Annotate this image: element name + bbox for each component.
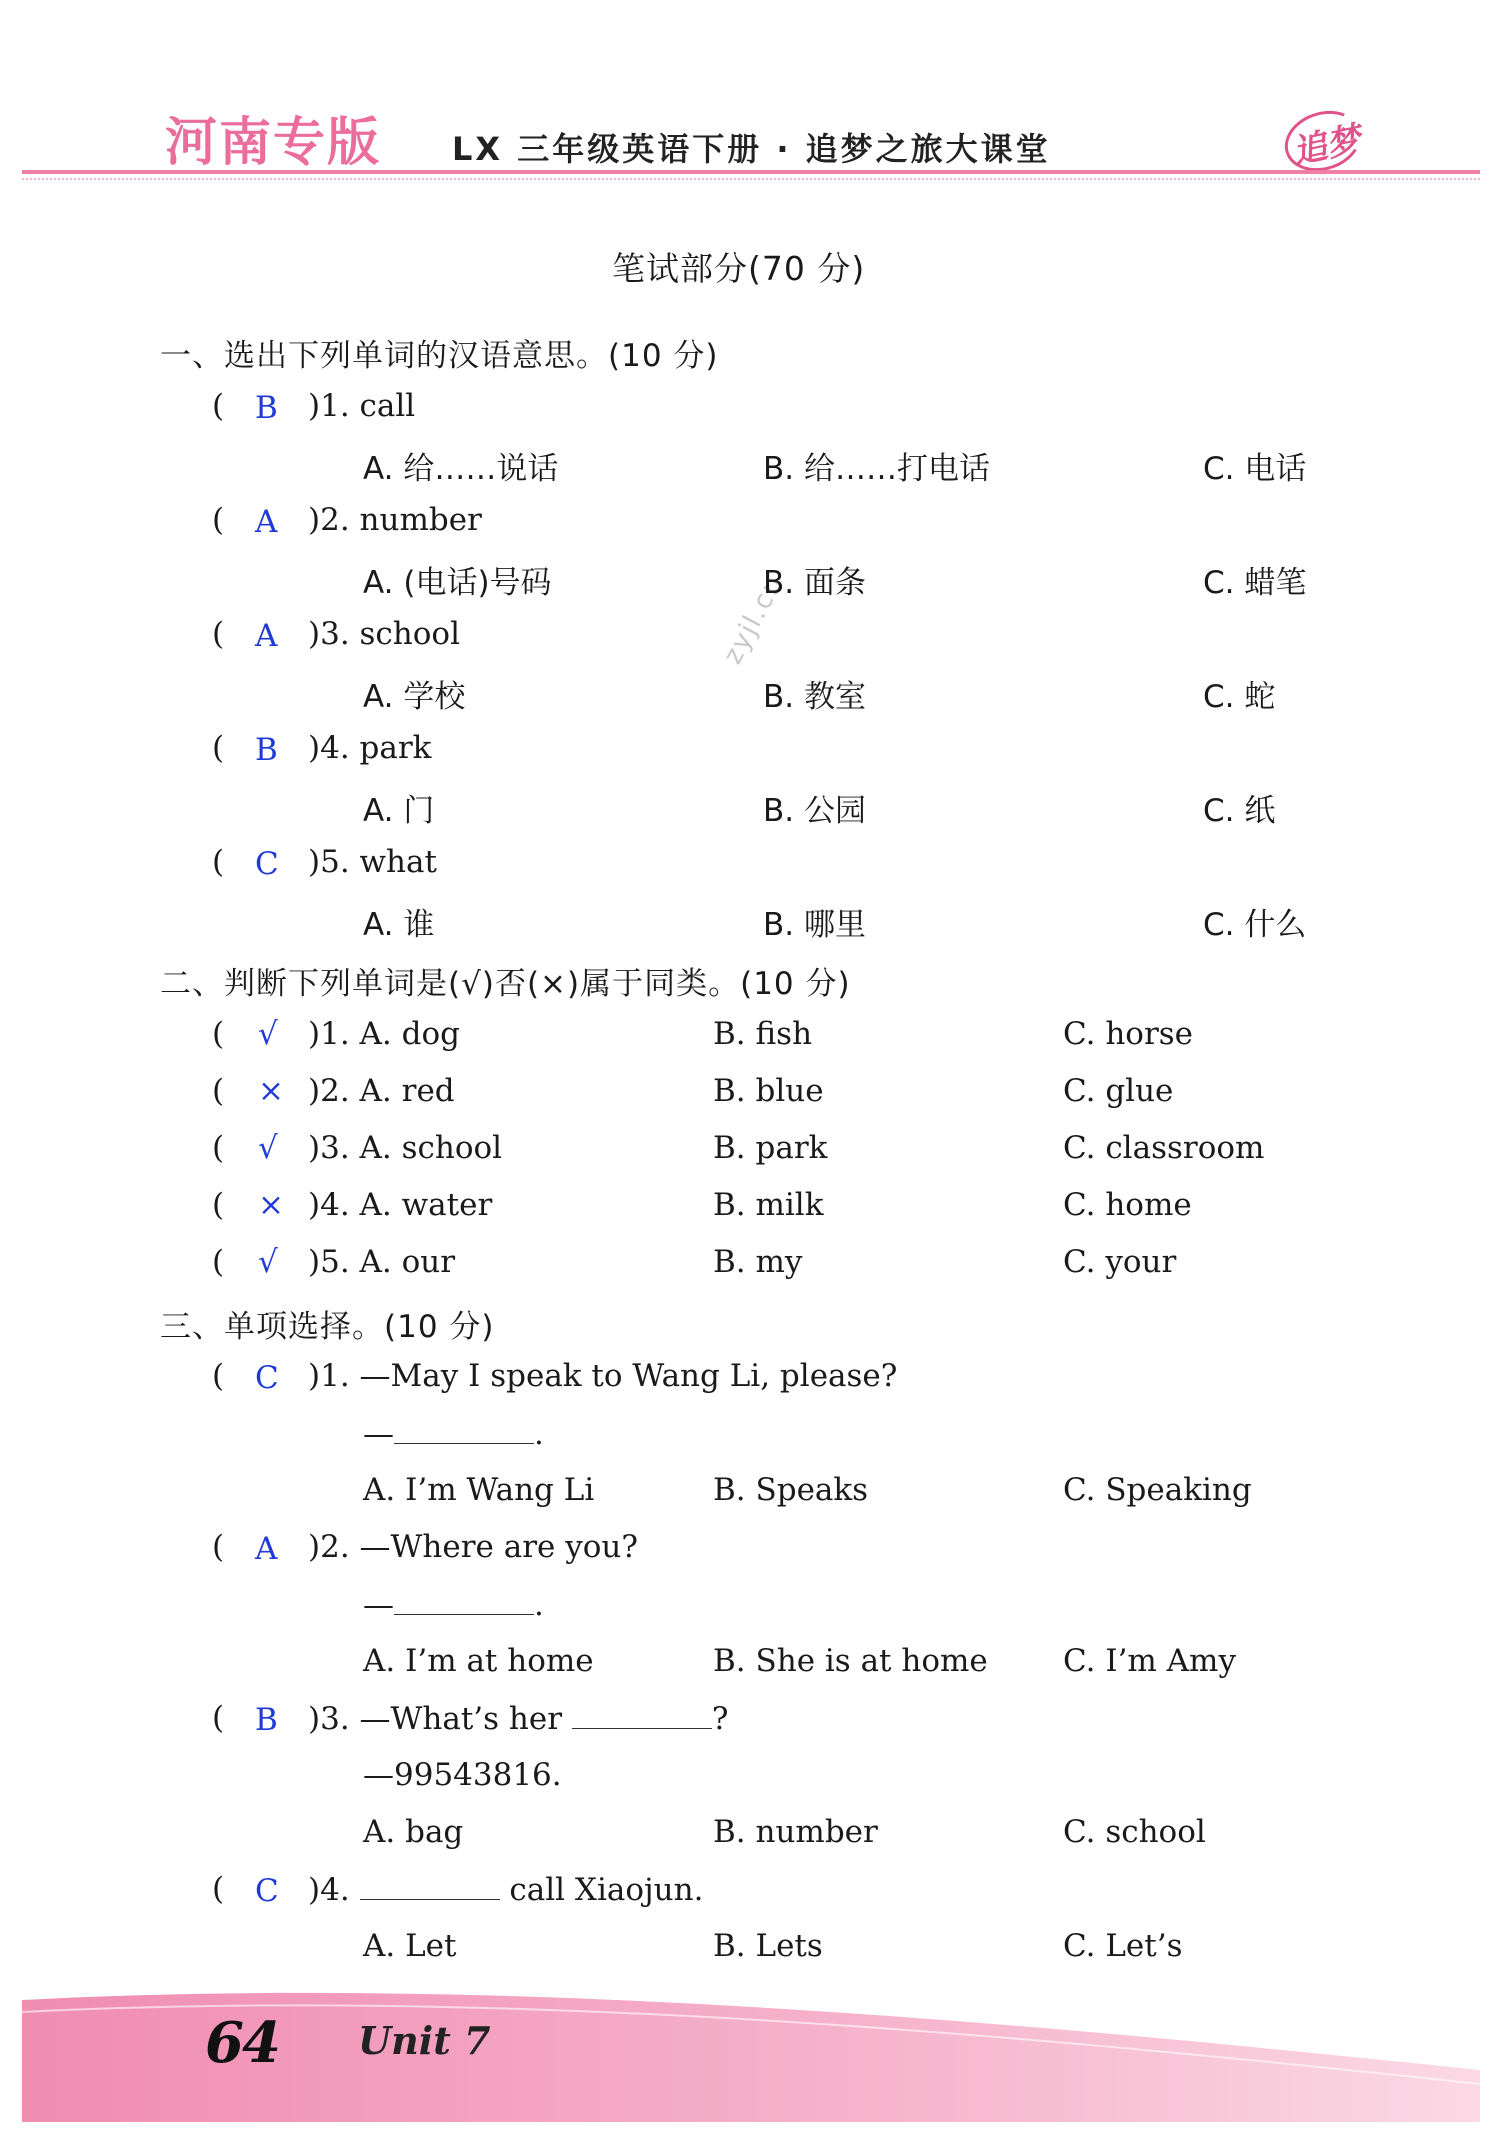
reply-dash: —: [363, 1587, 394, 1623]
answer-blank: [572, 1700, 712, 1729]
option-a: A. I’m Wang Li: [363, 1472, 595, 1508]
option-a: A. Let: [363, 1928, 457, 1964]
answer-paren: (: [212, 1244, 225, 1280]
answer-mark: √: [258, 1130, 278, 1166]
answer-mark: C: [255, 1360, 279, 1396]
option-c: C. 电话: [1203, 451, 1307, 487]
answer-paren: (: [212, 730, 225, 766]
option-a: A. 谁: [363, 907, 435, 943]
question-stem: )3. —What’s her: [308, 1701, 563, 1737]
question-end: ?: [711, 1701, 729, 1737]
answer-paren: (: [212, 1130, 225, 1166]
option-c: C. school: [1063, 1814, 1206, 1850]
option-a: A. 门: [363, 793, 435, 829]
question-stem: )1. call: [308, 388, 416, 424]
question-stem: )2. —Where are you?: [308, 1529, 638, 1565]
answer-paren: (: [212, 844, 225, 880]
answer-blank: [360, 1871, 500, 1900]
answer-paren: (: [212, 1871, 225, 1907]
answer-paren: (: [212, 1358, 225, 1394]
option-a: )3. A. school: [308, 1130, 503, 1166]
answer-mark: √: [258, 1016, 278, 1052]
question-stem-line: [308, 1871, 703, 1908]
answer-paren: (: [212, 616, 225, 652]
option-b: B. Lets: [713, 1928, 823, 1964]
question-stem: )2. number: [308, 502, 482, 538]
reply-end: .: [534, 1587, 544, 1623]
answer-paren: (: [212, 1073, 225, 1109]
option-a: A. (电话)号码: [363, 565, 552, 601]
option-b: B. 教室: [763, 679, 866, 715]
answer-mark: ×: [258, 1073, 284, 1109]
question-stem: )3. school: [308, 616, 461, 652]
option-b: B. number: [713, 1814, 878, 1850]
option-c: C. your: [1063, 1244, 1177, 1280]
question-stem: )4.: [308, 1872, 350, 1908]
reply-line: —99543816.: [363, 1757, 562, 1793]
answer-mark: ×: [258, 1187, 284, 1223]
answer-mark: B: [255, 732, 278, 768]
option-a: )4. A. water: [308, 1187, 493, 1223]
logo-text: 追梦: [1289, 119, 1365, 173]
answer-paren: (: [212, 502, 225, 538]
answer-mark: A: [255, 618, 278, 654]
answer-mark: √: [258, 1244, 278, 1280]
answer-mark: B: [255, 390, 278, 426]
question-stem: )5. what: [308, 844, 437, 880]
answer-paren: (: [212, 1016, 225, 1052]
option-b: B. 给……打电话: [763, 451, 990, 487]
question-stem: )4. park: [308, 730, 432, 766]
option-c: C. Speaking: [1063, 1472, 1252, 1508]
option-c: C. 蛇: [1203, 679, 1276, 715]
reply-dash: —: [363, 1416, 394, 1452]
header-divider-dotted: [22, 178, 1480, 180]
logo: [1282, 110, 1365, 173]
option-c: C. 蜡笔: [1203, 565, 1307, 601]
section-3-title: 三、单项选择。(10 分): [160, 1309, 495, 1345]
section-1-title: 一、选出下列单词的汉语意思。(10 分): [160, 338, 719, 374]
option-c: C. Let’s: [1063, 1928, 1183, 1964]
unit-label: Unit 7: [358, 2018, 491, 2063]
option-a: )2. A. red: [308, 1073, 455, 1109]
option-a: A. I’m at home: [363, 1643, 594, 1679]
question-stem: )1. —May I speak to Wang Li, please?: [308, 1358, 898, 1394]
question-end: call Xiaojun.: [509, 1872, 704, 1908]
page-number: 64: [205, 2010, 279, 2076]
option-c: C. horse: [1063, 1016, 1194, 1052]
option-b: B. 面条: [763, 565, 866, 601]
option-b: B. Speaks: [713, 1472, 869, 1508]
answer-paren: (: [212, 1187, 225, 1223]
option-c: C. glue: [1063, 1073, 1174, 1109]
answer-paren: (: [212, 388, 225, 424]
answer-mark: B: [255, 1702, 278, 1738]
watermark: zyjl.cn: [718, 569, 790, 670]
option-c: C. home: [1063, 1187, 1192, 1223]
answer-paren: (: [212, 1529, 225, 1565]
option-a: A. bag: [363, 1814, 464, 1850]
option-c: C. classroom: [1063, 1130, 1265, 1166]
header-divider: [22, 170, 1480, 174]
option-c: C. 什么: [1203, 907, 1307, 943]
page-title: 笔试部分(70 分): [612, 249, 866, 288]
option-b: B. 哪里: [763, 907, 866, 943]
answer-mark: A: [255, 504, 278, 540]
option-b: B. 公园: [763, 793, 866, 829]
option-a: )1. A. dog: [308, 1016, 460, 1052]
option-b: B. fish: [713, 1016, 813, 1052]
reply-end: .: [534, 1416, 544, 1452]
option-b: B. She is at home: [713, 1643, 988, 1679]
reply-line: [363, 1586, 544, 1623]
reply-line: [363, 1415, 544, 1452]
answer-blank: [394, 1586, 534, 1615]
option-a: A. 给……说话: [363, 451, 559, 487]
answer-mark: C: [255, 846, 279, 882]
option-c: C. I’m Amy: [1063, 1643, 1236, 1679]
option-c: C. 纸: [1203, 793, 1276, 829]
answer-blank: [394, 1415, 534, 1444]
answer-mark: C: [255, 1873, 279, 1909]
question-stem-line: [308, 1700, 729, 1737]
option-b: B. park: [713, 1130, 828, 1166]
option-a: A. 学校: [363, 679, 466, 715]
answer-paren: (: [212, 1700, 225, 1736]
option-b: B. milk: [713, 1187, 824, 1223]
section-2-title: 二、判断下列单词是(√)否(×)属于同类。(10 分): [160, 966, 851, 1002]
option-b: B. my: [713, 1244, 803, 1280]
book-title: LX 三年级英语下册 · 追梦之旅大课堂: [452, 130, 1051, 168]
option-b: B. blue: [713, 1073, 824, 1109]
option-a: )5. A. our: [308, 1244, 456, 1280]
answer-mark: A: [255, 1531, 278, 1567]
edition-brand: 河南专版: [165, 113, 382, 173]
